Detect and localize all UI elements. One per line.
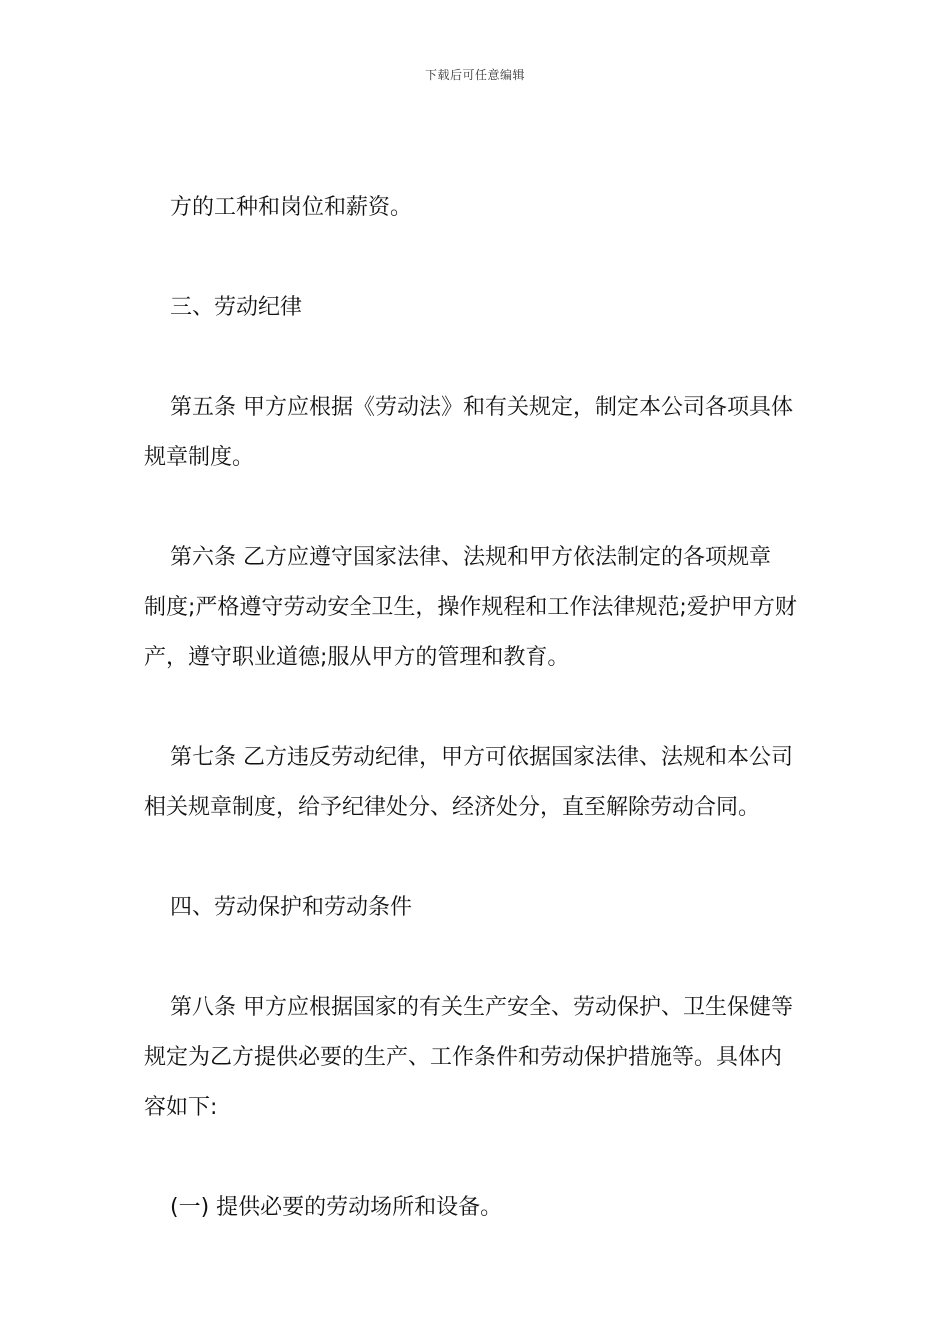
text-line: 第五条 甲方应根据《劳动法》和有关规定，制定本公司各项具体 [170, 395, 793, 420]
text-line: 三、劳动纪律 [170, 295, 303, 320]
text-line: 第六条 乙方应遵守国家法律、法规和甲方依法制定的各项规章 [170, 545, 771, 570]
document-body [144, 183, 808, 1233]
page-header: 下载后可任意编辑 [424, 68, 525, 82]
text-line: 第八条 甲方应根据国家的有关生产安全、劳动保护、卫生保健等 [170, 995, 793, 1020]
text-line: 四、劳动保护和劳动条件 [170, 895, 413, 920]
text-line: 产，遵守职业道德;服从甲方的管理和教育。 [144, 645, 570, 670]
text-line: (一) 提供必要的劳动场所和设备。 [170, 1195, 503, 1220]
text-line: 相关规章制度，给予纪律处分、经济处分，直至解除劳动合同。 [144, 795, 761, 820]
article-6 [144, 533, 808, 683]
text-line: 第七条 乙方违反劳动纪律，甲方可依据国家法律、法规和本公司 [170, 745, 793, 770]
paragraph-continuation [144, 183, 808, 233]
article-5 [144, 383, 808, 483]
text-line: 规章制度。 [144, 445, 255, 470]
article-8 [144, 983, 808, 1133]
section-heading-labor-protection [144, 883, 808, 933]
list-item-1 [144, 1183, 808, 1233]
section-heading-labor-discipline [144, 283, 808, 333]
text-line: 制度;严格遵守劳动安全卫生，操作规程和工作法律规范;爱护甲方财 [144, 595, 797, 620]
text-line: 方的工种和岗位和薪资。 [170, 195, 413, 220]
article-7 [144, 733, 808, 833]
text-line: 规定为乙方提供必要的生产、工作条件和劳动保护措施等。具体内 [144, 1045, 783, 1070]
text-line: 容如下: [144, 1095, 218, 1120]
